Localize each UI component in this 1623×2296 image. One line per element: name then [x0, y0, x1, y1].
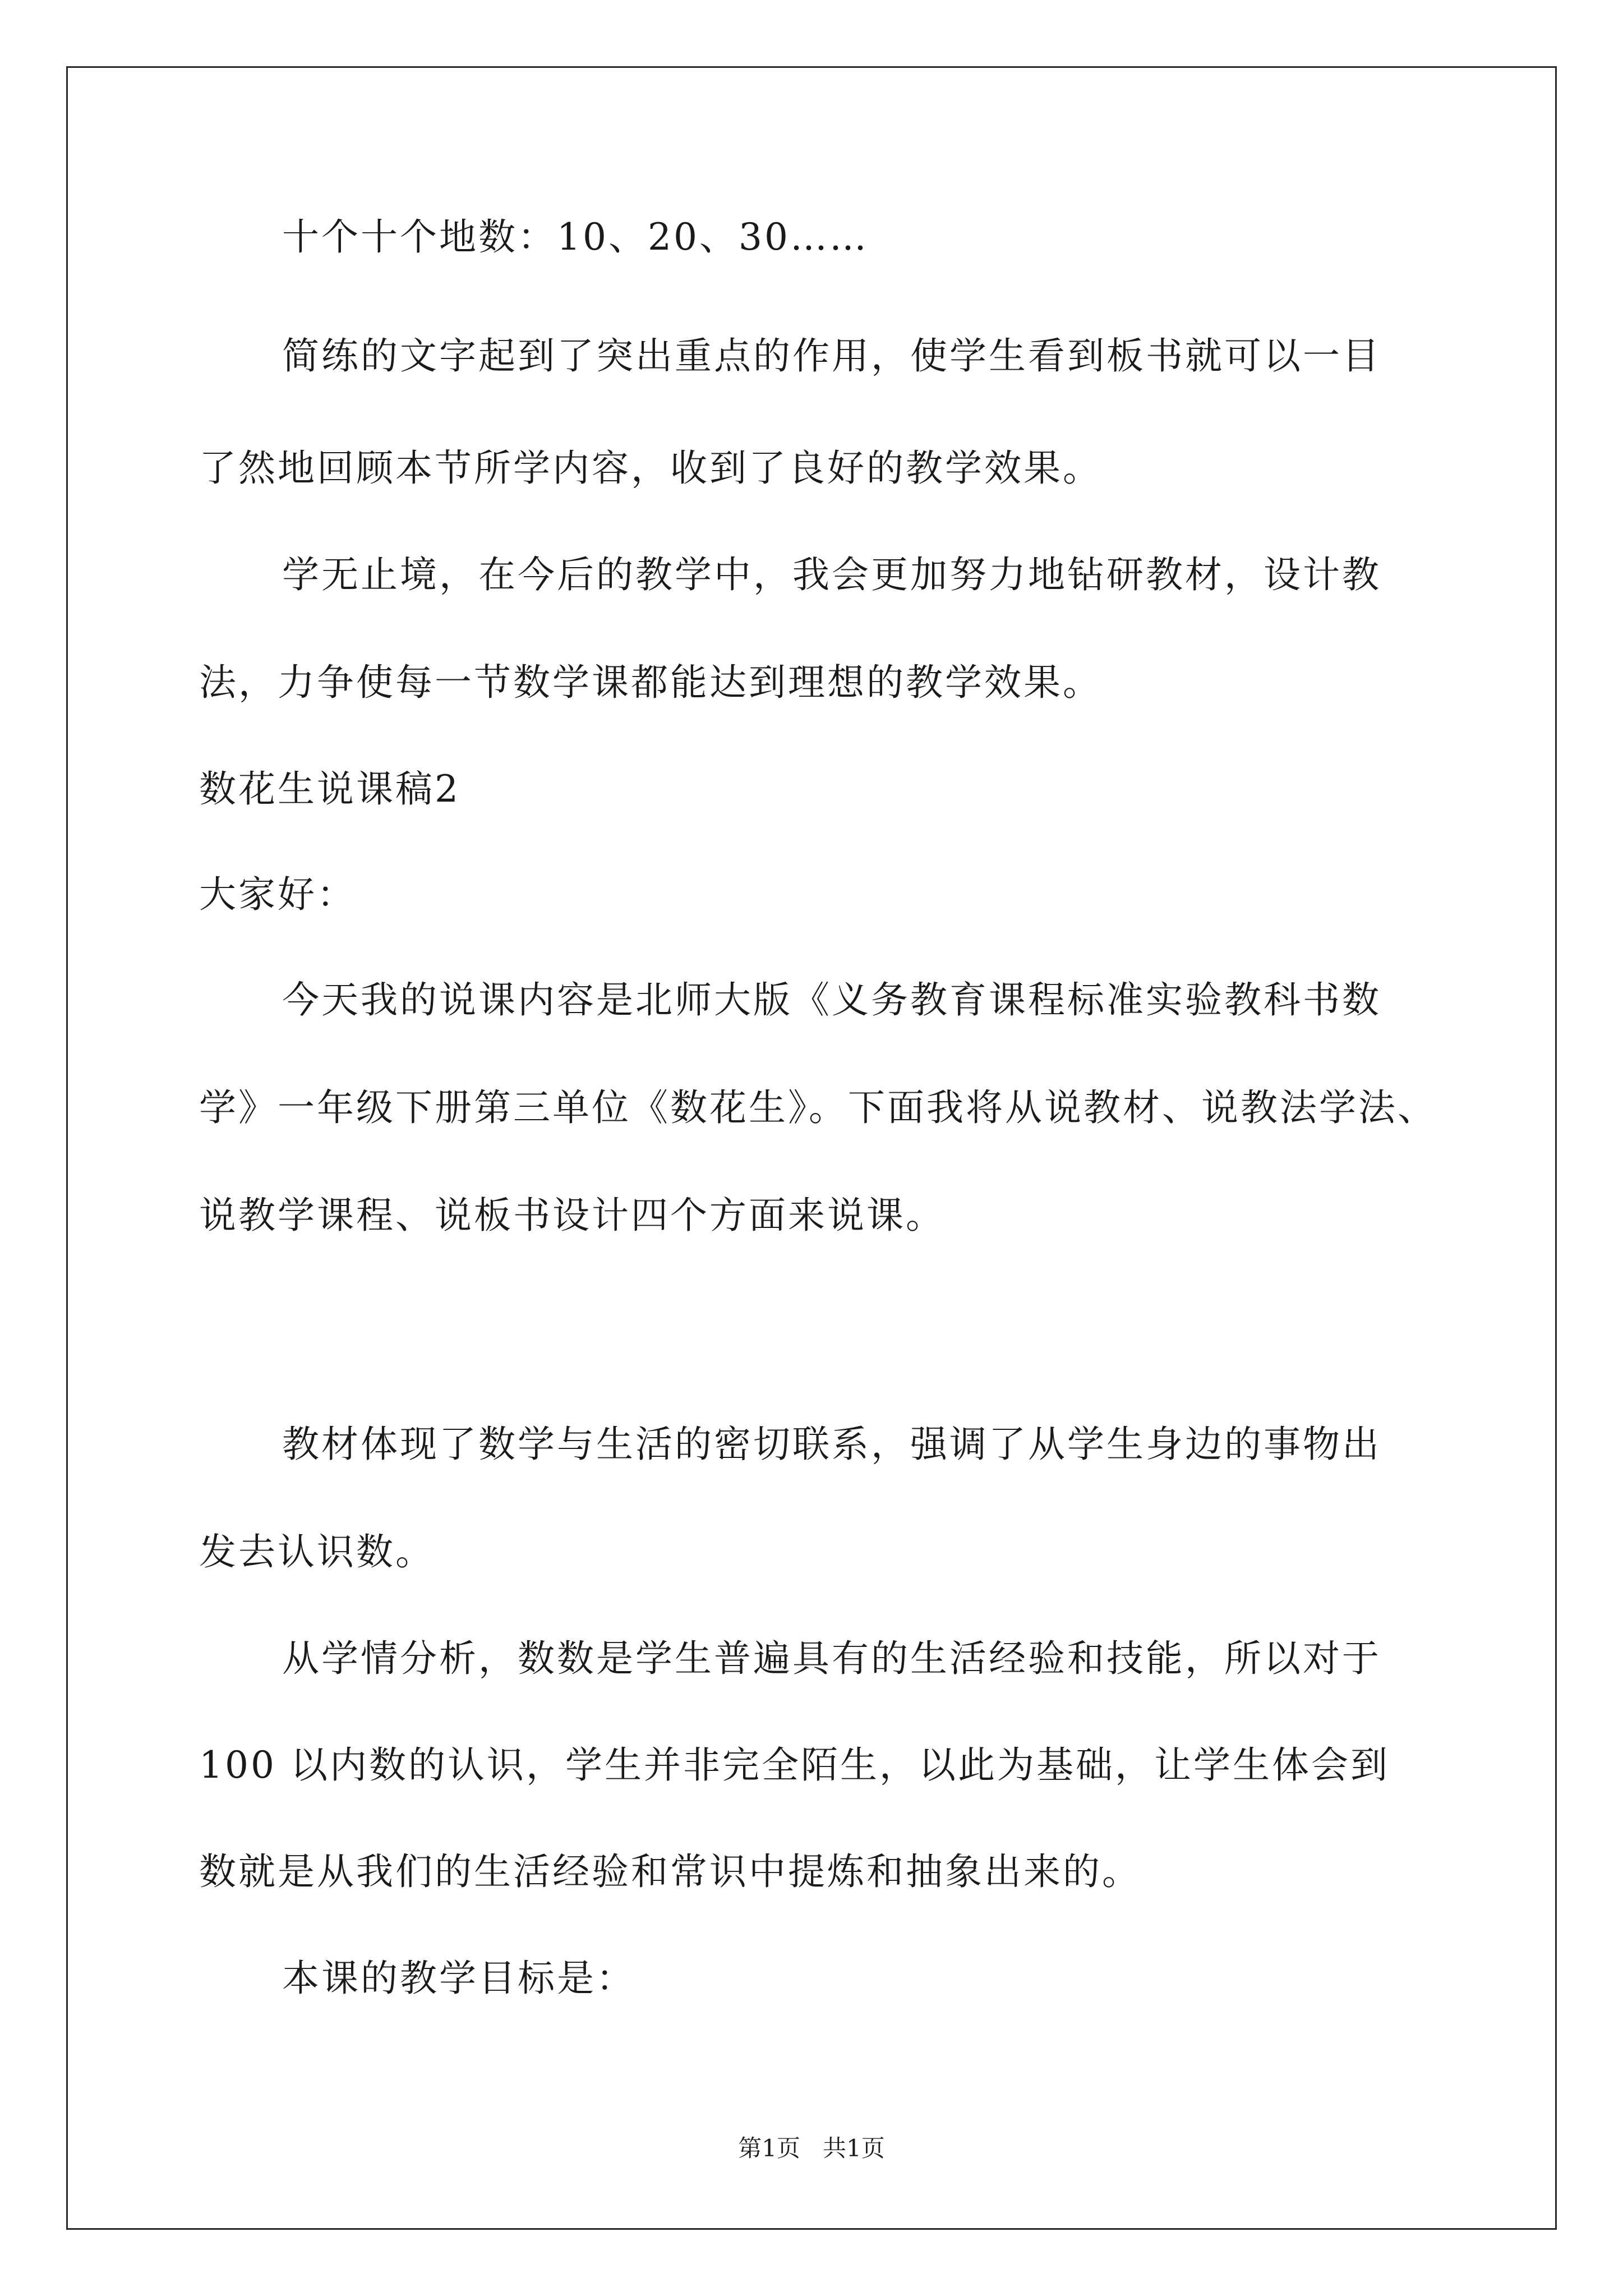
- paragraph-line: 从学情分析，数数是学生普遍具有的生活经验和技能，所以对于: [282, 1637, 1381, 1680]
- paragraph-line: 今天我的说课内容是北师大版《义务教育课程标准实验教科书数: [282, 978, 1381, 1022]
- paragraph-line: 学无止境，在今后的教学中，我会更加努力地钻研教材，设计教: [282, 553, 1381, 596]
- paragraph-line: 数就是从我们的生活经验和常识中提炼和抽象出来的。: [199, 1850, 1141, 1893]
- paragraph-line: 说教学课程、说板书设计四个方面来说课。: [199, 1194, 945, 1237]
- page-border: [66, 66, 1557, 2230]
- greeting: 大家好：: [199, 873, 356, 916]
- paragraph-line: 了然地回顾本节所学内容，收到了良好的教学效果。: [199, 447, 1102, 490]
- paragraph-line: 十个十个地数：10、20、30……: [282, 215, 869, 259]
- page-footer: 第1页 共1页: [738, 2134, 885, 2162]
- paragraph-line: 100 以内数的认识，学生并非完全陌生，以此为基础，让学生体会到: [199, 1743, 1390, 1787]
- paragraph-line: 简练的文字起到了突出重点的作用，使学生看到板书就可以一目: [282, 334, 1381, 378]
- section-heading: 数花生说课稿2: [199, 767, 460, 811]
- paragraph-line: 本课的教学目标是：: [282, 1957, 635, 2000]
- paragraph-line: 教材体现了数学与生活的密切联系，强调了从学生身边的事物出: [282, 1423, 1381, 1466]
- paragraph-line: 学》一年级下册第三单位《数花生》。下面我将从说教材、说教法学法、: [199, 1086, 1437, 1129]
- paragraph-line: 发去认识数。: [199, 1530, 435, 1573]
- paragraph-line: 法，力争使每一节数学课都能达到理想的教学效果。: [199, 661, 1102, 704]
